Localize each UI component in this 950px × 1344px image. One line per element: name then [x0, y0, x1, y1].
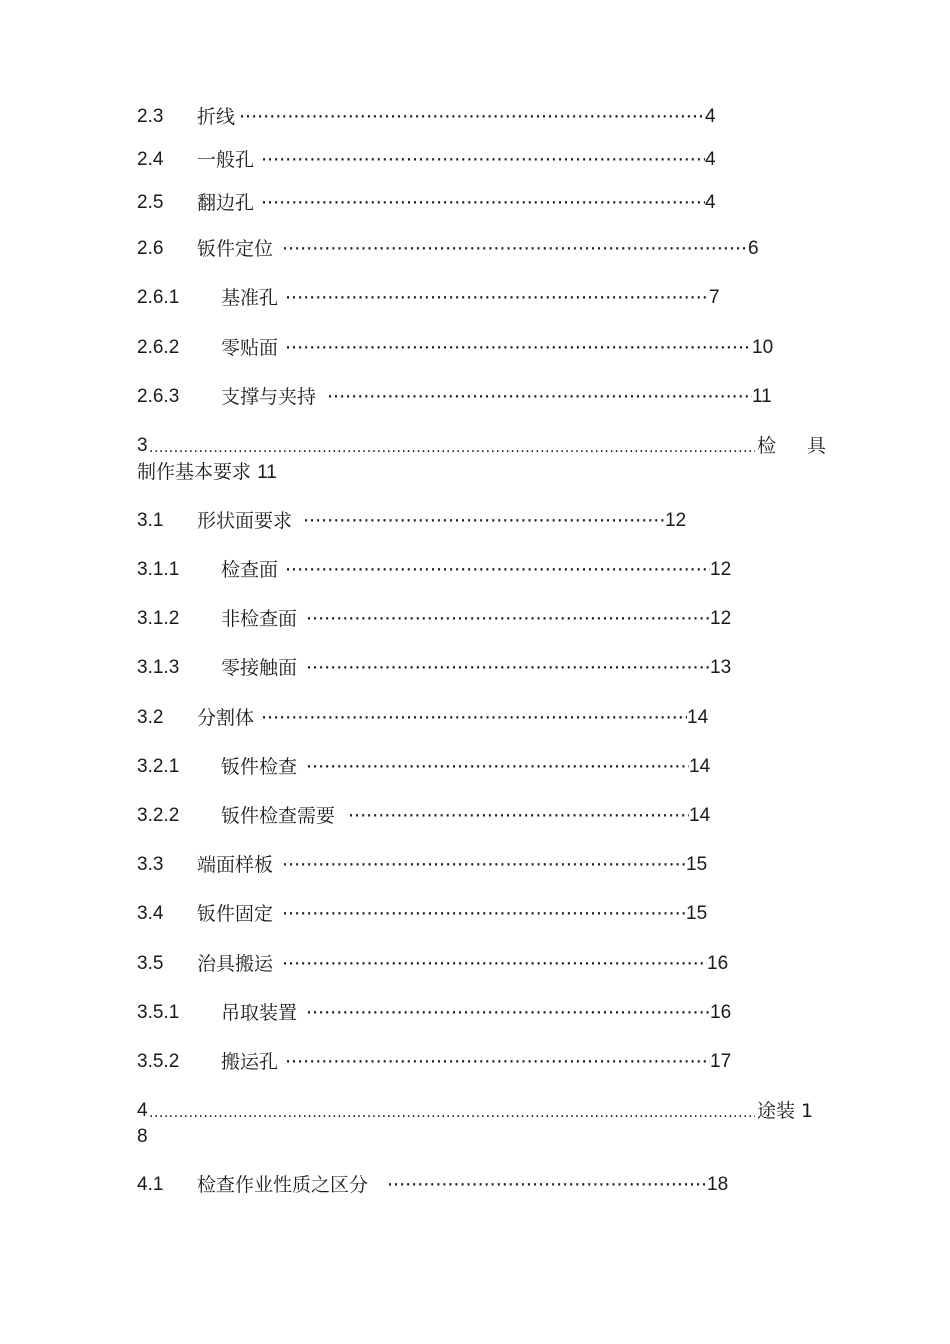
toc-title: 折线: [197, 106, 236, 128]
toc-title: 检查作业性质之区分: [197, 1174, 369, 1196]
toc-page-number: 17: [710, 1051, 732, 1072]
toc-page-number: 15: [686, 854, 708, 875]
toc-number: 3.2.2: [137, 805, 180, 826]
toc-title: 治具搬运: [197, 953, 274, 975]
toc-page-number: 4: [705, 106, 716, 127]
toc-number: 3.1: [137, 510, 164, 531]
toc-number: 3.1.2: [137, 608, 180, 629]
toc-title: 搬运孔: [221, 1051, 279, 1073]
toc-page-number: 13: [710, 657, 732, 678]
toc-leader-dots: [239, 103, 705, 131]
toc-title: 基准孔: [221, 287, 279, 309]
toc-page-number: 4: [705, 192, 716, 213]
toc-leader-dots: [387, 1171, 706, 1199]
toc-page-number: 11: [257, 462, 277, 483]
toc-page-number: 14: [689, 805, 711, 826]
toc-leader-dots: [285, 1048, 710, 1076]
toc-number: 3.5: [137, 953, 164, 974]
toc-page-number: 12: [710, 608, 732, 629]
toc-title: 钣件检查需要: [221, 805, 336, 827]
toc-leader-dots: [285, 556, 710, 584]
toc-page-number: 12: [665, 510, 687, 531]
toc-title-line1: 检 具: [757, 435, 833, 457]
toc-title: 非检查面: [221, 608, 298, 630]
toc-leader-dots: [261, 704, 687, 732]
toc-leader-dots: [261, 146, 705, 174]
toc-leader-dots: [306, 605, 710, 633]
toc-page-number: 12: [710, 559, 732, 580]
toc-leader-dots: [285, 284, 707, 312]
toc-number: 3.5.2: [137, 1051, 180, 1072]
toc-page-number: 6: [748, 238, 759, 259]
toc-leader-dots: [306, 753, 689, 781]
toc-leader-dots: [261, 189, 705, 217]
toc-entry-wrapped[interactable]: [137, 433, 833, 489]
toc-number: 3.4: [137, 903, 164, 924]
toc-page-number: 10: [752, 337, 774, 358]
toc-number: 2.6.3: [137, 386, 180, 407]
toc-leader-dots: [327, 383, 752, 411]
toc-title: 分割体: [197, 707, 255, 729]
toc-leader-dots: [282, 235, 748, 263]
toc-page-number: 11: [752, 386, 772, 407]
toc-leader-dots: [306, 654, 710, 682]
toc-page-number: 18: [707, 1174, 729, 1195]
toc-title: 钣件定位: [197, 238, 274, 260]
toc-leader-dots: [282, 950, 707, 978]
toc-leader-dots: [149, 435, 755, 461]
toc-title: 吊取装置: [221, 1002, 298, 1024]
toc-title: 检查面: [221, 559, 279, 581]
toc-leader-dots: [348, 802, 689, 830]
toc-number: 2.6.1: [137, 287, 180, 308]
toc-leader-dots: [149, 1100, 755, 1126]
toc-entry-wrapped[interactable]: [137, 1098, 817, 1154]
toc-leader-dots: [282, 851, 686, 879]
toc-number: 2.3: [137, 106, 164, 127]
toc-page-number: 15: [686, 903, 708, 924]
toc-leader-dots: [285, 334, 752, 362]
toc-page-number: 16: [710, 1002, 732, 1023]
toc-page-number: 14: [689, 756, 711, 777]
toc-title: 形状面要求: [197, 510, 293, 532]
toc-leader-dots: [303, 507, 665, 535]
toc-number: 2.5: [137, 192, 164, 213]
toc-number: 3.2.1: [137, 756, 180, 777]
toc-page-number: 16: [707, 953, 729, 974]
toc-title-line2-wrapper: [137, 459, 277, 486]
toc-title: 翻边孔: [197, 192, 255, 214]
toc-title: 零贴面: [221, 337, 279, 359]
toc-number: 4: [137, 1100, 148, 1121]
toc-page-number: 4: [705, 149, 716, 170]
toc-number: 3.3: [137, 854, 164, 875]
toc-number: 2.6: [137, 238, 164, 259]
toc-title: 钣件固定: [197, 903, 274, 925]
toc-title: 支撑与夹持: [221, 386, 317, 408]
toc-title-line2: 8: [137, 1126, 148, 1147]
toc-number: 3.1.1: [137, 559, 180, 580]
toc-leader-dots: [282, 900, 686, 928]
toc-number: 4.1: [137, 1174, 164, 1195]
toc-number: 2.4: [137, 149, 164, 170]
toc-number: 3.1.3: [137, 657, 180, 678]
toc-number: 3.2: [137, 707, 164, 728]
toc-number: 3: [137, 435, 148, 456]
toc-title: 端面样板: [197, 854, 274, 876]
toc-title: 一般孔: [197, 149, 255, 171]
toc-page-number: 7: [709, 287, 720, 308]
toc-leader-dots: [306, 999, 710, 1027]
toc-title-line2: 制作基本要求: [137, 461, 252, 483]
toc-number: 3.5.1: [137, 1002, 180, 1023]
toc-number: 2.6.2: [137, 337, 180, 358]
toc-title: 零接触面: [221, 657, 298, 679]
toc-page-number: 14: [687, 707, 709, 728]
toc-title: 钣件检查: [221, 756, 298, 778]
toc-title-line1: 途装 1: [757, 1100, 814, 1122]
